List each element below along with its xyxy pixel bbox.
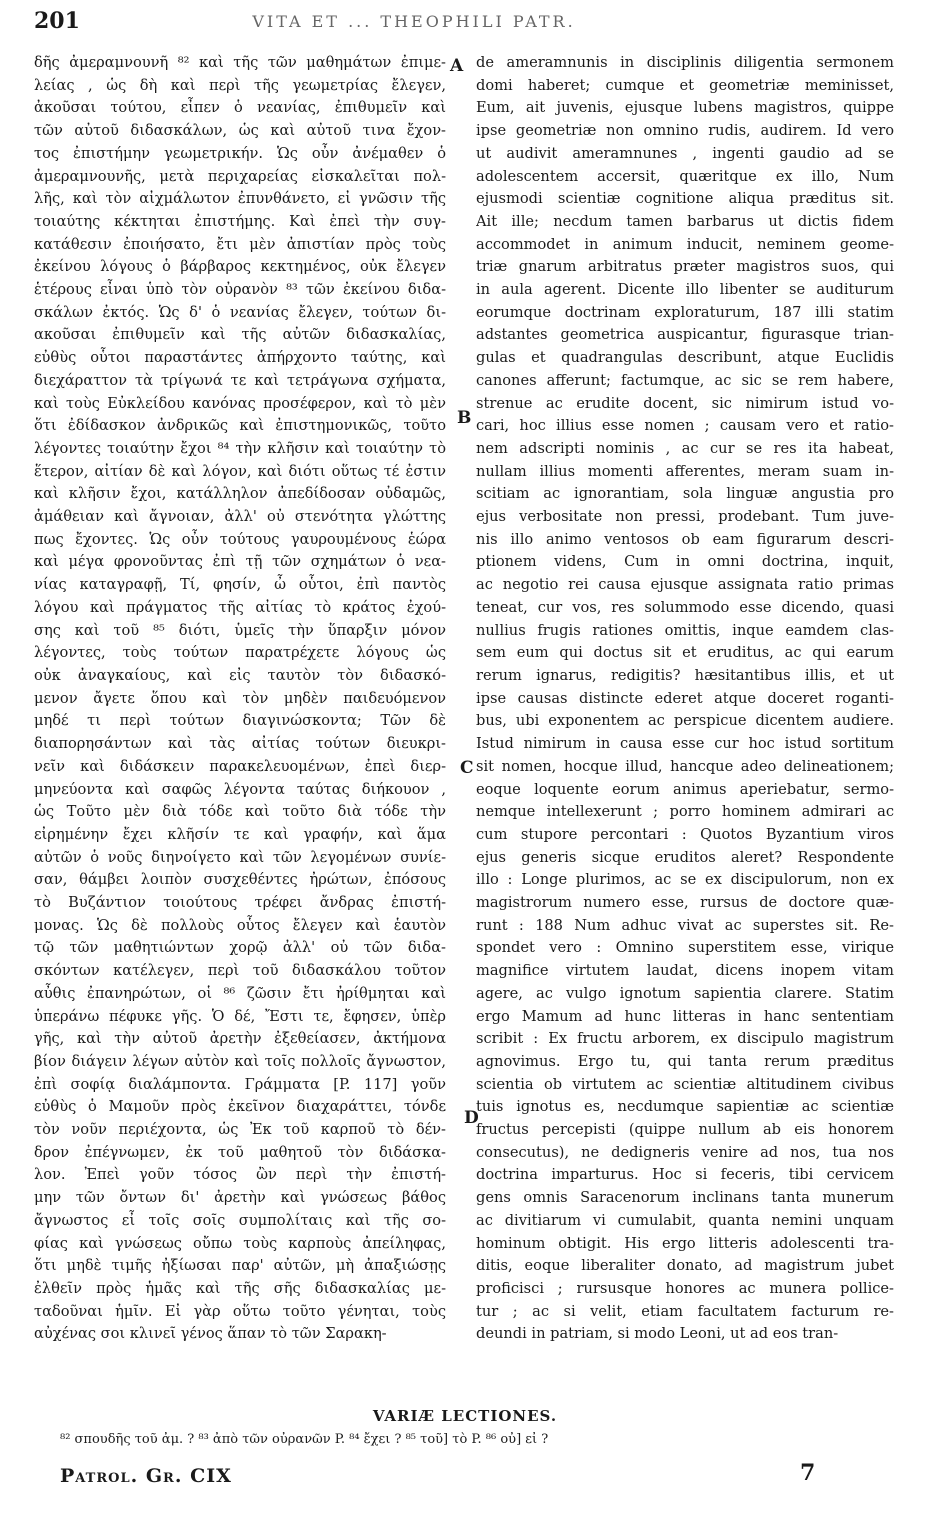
latin-text-line: doctrina imparturus. Hoc si feceris, tibi cervicem	[476, 1166, 894, 1184]
latin-text-line: ergo Mamum ad hunc litteras in hanc sententiam	[476, 1007, 894, 1025]
greek-column	[34, 52, 446, 1346]
margin-mark-b: B	[457, 408, 472, 428]
latin-text-line: ac negotio rei causa ejusque assignata ratio primas	[476, 576, 894, 594]
margin-mark-c: C	[460, 758, 474, 778]
latin-text-line: ejusmodi scientiæ cognitione aliqua præditus sit.	[476, 190, 894, 208]
latin-text-line: eorumque doctrinam exploraturum, 187 illi statim	[476, 303, 894, 321]
latin-text-line: sit nomen, hocque illud, hancque adeo delineationem;	[476, 757, 894, 775]
greek-text-line: πως ἔχοντες. Ὡς οὖν τούτους γαυρουμένους ἑώρα	[34, 530, 446, 548]
greek-text-line: ὅτι μηδὲ τιμῆς ἠξίωσαι παρ' αὐτῶν, μὴ ἀπαξιώσῃς	[34, 1257, 446, 1275]
greek-text-line: σης καὶ τοῦ ⁸⁵ διότι, ὑμεῖς τὴν ὕπαρξιν μόνον	[34, 621, 446, 639]
latin-text-line: ipse geometriæ non omnino rudis, audirem. Id vero	[476, 122, 894, 140]
latin-text-line: spondet vero : Omnino superstitem esse, virique	[476, 939, 894, 957]
greek-text-line: αὖθις ἐπανηρώτων, οἱ ⁸⁶ ζῶσιν ἔτι ἠρίθμηται καὶ	[34, 984, 446, 1002]
greek-text-line: δρον ἐπέγνωμεν, ἐκ τοῦ μαθητοῦ τὸν διδάσκα-	[34, 1143, 446, 1161]
latin-text-line: ejus verbositate non pressi, prodebant. Tum juve-	[476, 508, 894, 526]
greek-text-line: διαπορησάντων καὶ τὰς αἰτίας τούτων διευκρι-	[34, 735, 446, 753]
margin-mark-a: A	[450, 56, 464, 76]
greek-text-line: τὸν νοῦν περιέχοντα, ὡς Ἐκ τοῦ καρποῦ τὸ δέν-	[34, 1121, 446, 1139]
greek-text-line: τος ἐπιστήμην γεωμετρικήν. Ὡς οὖν ἀνέμαθεν ὁ	[34, 144, 446, 162]
latin-text-line: cari, hoc illius esse nomen ; causam vero et ratio-	[476, 417, 894, 435]
latin-text-line: adolescentem accersit, quæritque ex illo, Num	[476, 167, 894, 185]
latin-text-line: illo : Longe plurimos, ac se ex discipulorum, non ex	[476, 871, 894, 889]
greek-text-line: καὶ τοὺς Εὐκλείδου κανόνας προσέφερον, καὶ τὸ μὲν	[34, 394, 446, 412]
latin-text-line: eoque loquente eorum animus aperiebatur, sermo-	[476, 780, 894, 798]
latin-text-line: nullam illius momenti afferentes, meram suam in-	[476, 462, 894, 480]
latin-text-line: agnovimus. Ergo tu, qui tanta rerum præditus	[476, 1052, 894, 1070]
greek-text-line: οὐκ ἀναγκαίους, καὶ εἰς ταυτὸν τὸν διδασκό-	[34, 666, 446, 684]
greek-text-line: καὶ μέγα φρονοῦντας ἐπὶ τῇ τῶν σχημάτων ὁ νεα-	[34, 553, 446, 571]
latin-text-line: ut audivit ameramnunes , ingenti gaudio ad se	[476, 144, 894, 162]
latin-text-line: ac divitiarum vi cumulabit, quanta nemini unquam	[476, 1211, 894, 1229]
greek-text-line: ὑπεράνω πέφυκε γῆς. Ὁ δέ, Ἔστι τε, ἔφησεν, ὑπὲρ	[34, 1007, 446, 1025]
greek-text-line: εἰρημένην ἔχει κλῆσίν τε καὶ γραφήν, καὶ ἅμα	[34, 825, 446, 843]
latin-text-line: tur ; ac si velit, etiam facultatem facturum re-	[476, 1302, 894, 1320]
greek-text-line: ἑτέρους εἶναι ὑπὸ τὸν οὐρανὸν ⁸³ τῶν ἐκείνου διδα-	[34, 281, 446, 299]
greek-text-line: νεῖν καὶ διδάσκειν παρακελευομένων, ἐπεὶ διερ-	[34, 757, 446, 775]
latin-text-line: scitiam ac ignorantiam, sola linguæ angustia pro	[476, 485, 894, 503]
greek-text-line: μην τῶν ὄντων δι' ἀρετὴν καὶ γνώσεως βάθος	[34, 1189, 446, 1207]
latin-text-line: magistrorum numero esse, rursus de doctore quæ-	[476, 894, 894, 912]
greek-text-line: ἄγνωστος εἶ τοῖς σοῖς συμπολίταις καὶ τῆς σο-	[34, 1211, 446, 1229]
greek-text-line: ἀμεραμνουνῆς, μετὰ περιχαρείας εἰσκαλεῖται πολ-	[34, 167, 446, 185]
latin-text-line: rerum ignarus, redigitis? hæsitantibus illis, et ut	[476, 666, 894, 684]
signature-number: 7	[800, 1460, 816, 1486]
greek-text-line: εὐθὺς ὁ Μαμοῦν πρὸς ἐκεῖνον διαχαράττει, τόνδε	[34, 1098, 446, 1116]
latin-text-line: domi haberet; cumque et geometriæ meminisset,	[476, 76, 894, 94]
greek-text-line: γῆς, καὶ τὴν αὐτοῦ ἀρετὴν ἐξεθείασεν, ἀκτήμονα	[34, 1030, 446, 1048]
greek-text-line: λέγοντες τοιαύτην ἔχοι ⁸⁴ τὴν κλῆσιν καὶ τοιαύτην τὸ	[34, 439, 446, 457]
latin-text-line: canones afferunt; factumque, ac sic se rem habere,	[476, 371, 894, 389]
latin-text-line: strenue ac erudite docent, sic nimirum istud vo-	[476, 394, 894, 412]
latin-text-line: gulas et quadrangulas describunt, atque Euclidis	[476, 349, 894, 367]
page-header	[34, 6, 904, 40]
greek-text-line: σκάλων ἐκτός. Ὡς δ' ὁ νεανίας ἔλεγεν, τούτων δι-	[34, 303, 446, 321]
latin-text-line: scientia ob virtutem ac scientiæ altitudinem civibus	[476, 1075, 894, 1093]
greek-text-line: λείας , ὡς δὴ καὶ περὶ τῆς γεωμετρίας ἔλεγεν,	[34, 76, 446, 94]
latin-text-line: gens omnis Saracenorum inclinans tanta munerum	[476, 1189, 894, 1207]
greek-text-line: εὐθὺς οὗτοι παραστάντες ἀπήρχοντο ταύτης, καὶ	[34, 349, 446, 367]
margin-mark-d: D	[464, 1108, 479, 1128]
greek-text-line: λῆς, καὶ τὸν αἰχμάλωτον ἐπυνθάνετο, εἰ γνῶσιν τῆς	[34, 190, 446, 208]
greek-text-line: ακοῦσαι ἐπιθυμεῖν καὶ τῆς αὐτῶν διδασκαλίας,	[34, 326, 446, 344]
variae-lectiones-heading: VARIÆ LECTIONES.	[372, 1407, 558, 1425]
latin-text-line: ptionem videns, Cum in omni doctrina, inquit,	[476, 553, 894, 571]
greek-text-line: ἀμάθειαν καὶ ἄγνοιαν, ἀλλ' οὐ στενότητα γλώττης	[34, 508, 446, 526]
greek-text-line: τὸ Βυζάντιον τοιούτους τρέφει ἄνδρας ἐπιστή-	[34, 894, 446, 912]
latin-text-line: agere, ac vulgo ignotum sapientia clarere. Statim	[476, 984, 894, 1002]
latin-text-line: magnifice virtutem laudat, dicens inopem vitam	[476, 962, 894, 980]
greek-text-line: μονας. Ὡς δὲ πολλοὺς οὗτος ἔλεγεν καὶ ἑαυτὸν	[34, 916, 446, 934]
latin-text-line: bus, ubi exponentem ac perspicue dicentem audiere.	[476, 712, 894, 730]
latin-text-line: sem eum qui doctus sit et eruditus, ac qui earum	[476, 644, 894, 662]
latin-text-line: triæ gnarum arbitratus præter magistros suos, qui	[476, 258, 894, 276]
greek-text-line: ἀκοῦσαι τούτου, εἶπεν ὁ νεανίας, ἐπιθυμεῖν καὶ	[34, 99, 446, 117]
latin-text-line: Eum, ait juvenis, ejusque lubens magistros, quippe	[476, 99, 894, 117]
greek-text-line: μηδέ τι περὶ τούτων διαγινώσκοντα; Τῶν δὲ	[34, 712, 446, 730]
latin-text-line: Ait ille; necdum tamen barbarus ut dictis fidem	[476, 212, 894, 230]
greek-text-line: λόγου καὶ πράγματος τῆς αἰτίας τὸ κράτος ἐχού-	[34, 598, 446, 616]
footnotes: ⁸² σπουδῆς τοῦ ἀμ. ? ⁸³ ἀπὸ τῶν οὐρανῶν P. ⁸⁴ ἔχει ? ⁸⁵ τοῦ] τὸ P. ⁸⁶ οὐ] εἰ ?	[60, 1432, 549, 1447]
greek-text-line: αὐτῶν ὁ νοῦς διηνοίγετο καὶ τῶν λεγομένων συνίε-	[34, 848, 446, 866]
greek-text-line: ἐκείνου λόγους ὁ βάρβαρος κεκτημένος, οὐκ ἔλεγεν	[34, 258, 446, 276]
latin-text-line: accommodet in animum inducit, neminem geome-	[476, 235, 894, 253]
greek-text-line: τῶν αὐτοῦ διδασκάλων, ὡς καὶ αὐτοῦ τινα ἔχον-	[34, 122, 446, 140]
latin-text-line: de ameramnunis in disciplinis diligentia sermonem	[476, 54, 894, 71]
signature-line: Patrol. Gr. CIX	[60, 1465, 232, 1487]
greek-text-line: φίας καὶ γνώσεως οὔπω τοὺς καρποὺς ἀπείληφας,	[34, 1234, 446, 1252]
greek-text-line: δῆς ἀμεραμνουνῆ ⁸² καὶ τῆς τῶν μαθημάτων ἐπιμε-	[34, 54, 446, 71]
greek-text-line: κατάθεσιν ἐποιήσατο, ἔτι μὲν ἀπιστίαν πρὸς τοὺς	[34, 235, 446, 253]
latin-text-line: proficisci ; rursusque honores ac munera pollice-	[476, 1279, 894, 1297]
greek-text-line: σαν, θάμβει λοιπὸν συσχεθέντες ἠρώτων, ἐπόσους	[34, 871, 446, 889]
greek-text-line: ἐλθεῖν πρὸς ἡμᾶς καὶ τῆς σῆς διδασκαλίας με-	[34, 1279, 446, 1297]
latin-text-line: in aula agerent. Dicente illo libenter se auditurum	[476, 281, 894, 299]
latin-text-line: nemque intellexerunt ; porro hominem admirari ac	[476, 803, 894, 821]
latin-text-line: Istud nimirum in causa esse cur hoc istud sortitum	[476, 735, 894, 753]
greek-text-line: λέγοντες, τοὺς τούτων παρατρέχετε λόγους ὡς	[34, 644, 446, 662]
latin-text-line: consecutus), ne dedigneris venire ad nos, tua nos	[476, 1143, 894, 1161]
greek-text-line: ταδοῦναι ἡμῖν. Εἰ γὰρ οὕτω τοῦτο γένηται, τοὺς	[34, 1302, 446, 1320]
latin-text-line: scribit : Ex fructu arborem, ex discipulo magistrum	[476, 1030, 894, 1048]
latin-text-line: ditis, eoque liberaliter donato, ad magistrum jubet	[476, 1257, 894, 1275]
greek-text-line: τοιαύτης κέκτηται ἐπιστήμης. Καὶ ἐπεὶ τὴν συγ-	[34, 212, 446, 230]
latin-text-line: teneat, cur vos, res solummodo esse dicendo, quasi	[476, 598, 894, 616]
latin-text-line: adstantes geometrica auspicantur, figurasque trian-	[476, 326, 894, 344]
greek-text-line: σκόντων κατέλεγεν, περὶ τοῦ διδασκάλου τοῦτον	[34, 962, 446, 980]
greek-text-line: ἐπὶ σοφίᾳ διαλάμποντα. Γράμματα [P. 117] γοῦν	[34, 1075, 446, 1093]
latin-text-line: deundi in patriam, si modo Leoni, ut ad eos tran-	[476, 1325, 839, 1343]
greek-text-line: ὅτι ἐδίδασκον ἀνδρικῶς καὶ ἐπιστημονικῶς, τοῦτο	[34, 417, 446, 435]
greek-text-line: λον. Ἐπεὶ γοῦν τόσος ὢν περὶ τὴν ἐπιστή-	[34, 1166, 446, 1184]
greek-text-line: μηνεύοντα καὶ σαφῶς λέγοντα ταύτας διήκουον ,	[34, 780, 446, 798]
greek-text-line: τῷ τῶν μαθητιώντων χορῷ ἀλλ' οὐ τῶν διδα-	[34, 939, 446, 957]
greek-text-line: νίας καταγραφῇ, Τί, φησίν, ὦ οὗτοι, ἐπὶ παντὸς	[34, 576, 446, 594]
latin-text-line: fructus percepisti (quippe nullum ab eis honorem	[476, 1121, 894, 1139]
latin-text-line: cum stupore percontari : Quotos Byzantium viros	[476, 825, 894, 843]
latin-text-line: nem adscripti nominis , ac cur se res ita habeat,	[476, 439, 894, 457]
running-title: VITA ET ... THEOPHILI PATR.	[252, 12, 576, 31]
page-number: 201	[34, 8, 80, 34]
greek-text-line: αὐχένας σοι κλινεῖ γένος ἅπαν τὸ τῶν Σαρακη-	[34, 1325, 387, 1343]
latin-text-line: nullius frugis rationes omittis, inque eamdem clas-	[476, 621, 894, 639]
latin-text-line: hominum obtigit. His ergo litteris adolescenti tra-	[476, 1234, 894, 1252]
greek-text-line: ἕτερον, αἰτίαν δὲ καὶ λόγον, καὶ διότι οὕτως τέ ἐστιν	[34, 462, 446, 480]
latin-text-line: nis illo animo ventosos ob eam figurarum descri-	[476, 530, 894, 548]
greek-text-line: διεχάραττον τὰ τρίγωνά τε καὶ τετράγωνα σχήματα,	[34, 371, 446, 389]
latin-text-line: runt : 188 Num adhuc vivat ac superstes sit. Re-	[476, 916, 894, 934]
latin-text-line: ipse causas distincte ederet atque doceret roganti-	[476, 689, 894, 707]
latin-text-line: ejus generis sicque eruditos aleret? Respondente	[476, 848, 894, 866]
latin-column	[476, 52, 894, 1346]
greek-text-line: καὶ κλῆσιν ἔχοι, κατάλληλον ἀπεδίδοσαν οὐδαμῶς,	[34, 485, 446, 503]
greek-text-line: ὡς Τοῦτο μὲν διὰ τόδε καὶ τοῦτο διὰ τόδε τὴν	[34, 803, 446, 821]
latin-text-line: tuis ignotus es, necdumque sapientiæ ac scientiæ	[476, 1098, 894, 1116]
greek-text-line: βίον διάγειν λέγων αὐτὸν καὶ τοῖς πολλοῖς ἄγνωστον,	[34, 1052, 446, 1070]
greek-text-line: μενον ἄγετε ὅπου καὶ τὸν μηδὲν παιδευόμενον	[34, 689, 446, 707]
